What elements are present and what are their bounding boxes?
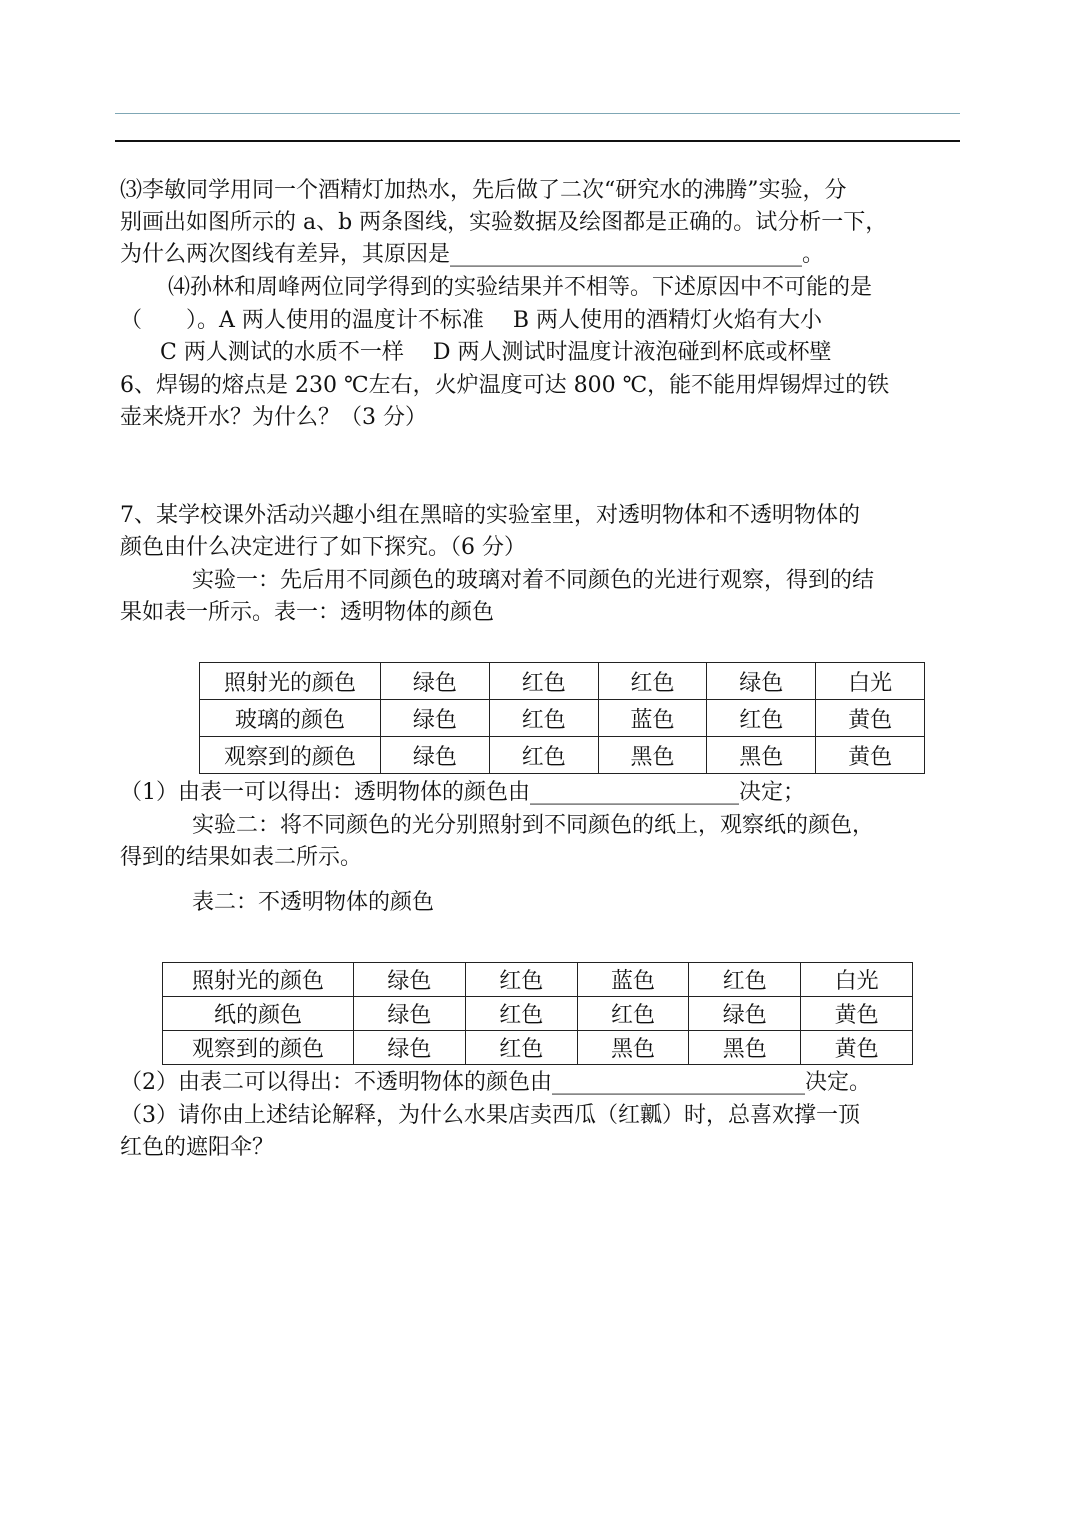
table-cell: 红色 [489,663,598,700]
table-cell: 红色 [465,1031,577,1065]
table-cell: 绿色 [707,663,816,700]
table-cell: 玻璃的颜色 [200,700,381,737]
question-6-line-2: 壶来烧开水？为什么？（3 分） [120,405,427,430]
table-cell: 红色 [465,963,577,997]
question-4-line-2: （ ）。A 两人使用的温度计不标准 B 两人使用的酒精灯火焰有大小 [120,308,823,333]
table-row [163,963,913,997]
table-cell: 红色 [707,700,816,737]
table-cell: 绿色 [689,997,801,1031]
table-row [163,1031,913,1065]
table-cell: 照射光的颜色 [200,663,381,700]
experiment-2-line-1: 实验二：将不同颜色的光分别照射到不同颜色的纸上，观察纸的颜色， [192,813,875,838]
experiment-1-line-2: 果如表一所示。表一：透明物体的颜色 [120,600,495,625]
table-cell: 黑色 [598,737,707,774]
question-4-line-1: ⑷孙林和周峰两位同学得到的实验结果并不相等。下述原因中不可能的是 [168,275,873,300]
table-2-opaque-colors [162,962,913,1065]
question-3-line-1: ⑶李敏同学用同一个酒精灯加热水，先后做了二次“研究水的沸腾”实验，分 [120,178,847,203]
question-3-line-3: 为什么两次图线有差异，其原因是________________________________。 [120,242,825,267]
table-row [200,663,925,700]
table-cell: 蓝色 [577,963,689,997]
sub-question-3-line-1: （3）请你由上述结论解释，为什么水果店卖西瓜（红瓤）时，总喜欢撑一顶 [120,1103,860,1128]
table-cell: 白光 [801,963,913,997]
table-cell: 绿色 [354,963,466,997]
table-cell: 黄色 [816,737,925,774]
table-cell: 观察到的颜色 [200,737,381,774]
table-row [200,737,925,774]
table-cell: 黑色 [689,1031,801,1065]
sub-question-3-line-2: 红色的遮阳伞？ [120,1135,275,1160]
table-cell: 红色 [598,663,707,700]
table-row [163,997,913,1031]
table-cell: 红色 [489,737,598,774]
table-cell: 黄色 [801,997,913,1031]
question-4-line-3: C 两人测试的水质不一样 D 两人测试时温度计液泡碰到杯底或杯壁 [160,340,832,365]
table-cell: 黑色 [577,1031,689,1065]
table-cell: 白光 [816,663,925,700]
question-7-intro-line-1: 7、某学校课外活动兴趣小组在黑暗的实验室里，对透明物体和不透明物体的 [120,503,860,528]
table-cell: 黄色 [816,700,925,737]
question-6-line-1: 6、焊锡的熔点是 230 ℃左右，火炉温度可达 800 ℃，能不能用焊锡焊过的铁 [120,373,890,398]
table-cell: 红色 [489,700,598,737]
question-3-line-2: 别画出如图所示的 a、b 两条图线，实验数据及绘图都是正确的。试分析一下， [120,210,888,235]
table-cell: 绿色 [381,737,490,774]
sub-question-1: （1）由表一可以得出：透明物体的颜色由___________________决定； [120,780,805,805]
table-cell: 红色 [577,997,689,1031]
table-1-transparent-colors [199,662,925,774]
table-cell: 纸的颜色 [163,997,354,1031]
experiment-2-line-2: 得到的结果如表二所示。 [120,845,363,870]
table-cell: 蓝色 [598,700,707,737]
table-cell: 绿色 [354,997,466,1031]
table-cell: 绿色 [354,1031,466,1065]
header-rule-dark [115,140,960,142]
table-cell: 黄色 [801,1031,913,1065]
table-cell: 照射光的颜色 [163,963,354,997]
table-row [200,700,925,737]
table-cell: 红色 [465,997,577,1031]
table-cell: 红色 [689,963,801,997]
experiment-1-line-1: 实验一：先后用不同颜色的玻璃对着不同颜色的光进行观察，得到的结 [192,568,875,593]
table-2-caption: 表二：不透明物体的颜色 [192,890,435,915]
table-cell: 绿色 [381,663,490,700]
header-rule-light [115,113,960,114]
sub-question-2: （2）由表二可以得出：不透明物体的颜色由_______________________决定。 [120,1070,871,1095]
table-cell: 黑色 [707,737,816,774]
table-cell: 绿色 [381,700,490,737]
question-7-intro-line-2: 颜色由什么决定进行了如下探究。（6 分） [120,535,526,560]
table-cell: 观察到的颜色 [163,1031,354,1065]
